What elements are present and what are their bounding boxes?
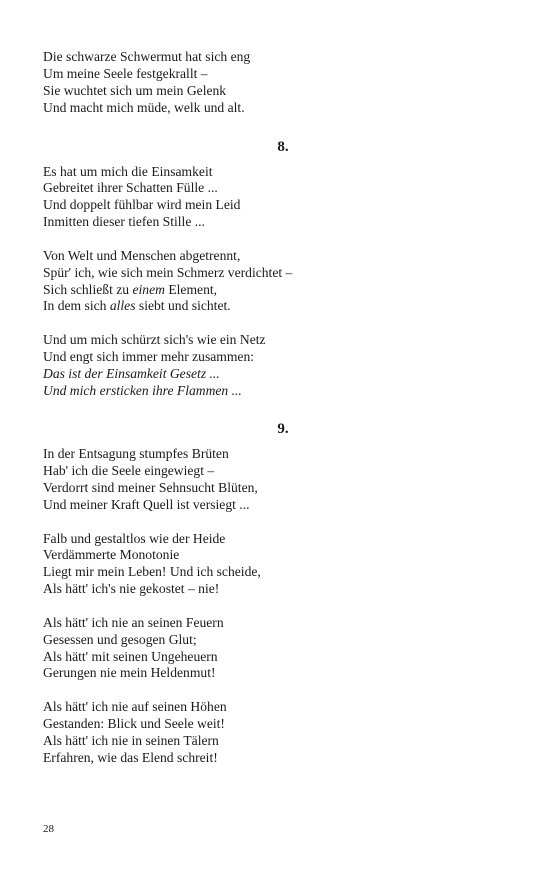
poem-line: Verdämmerte Monotonie — [43, 547, 180, 563]
poem-line: Gestanden: Blick und Seele weit! — [43, 715, 225, 731]
poem-line: Die schwarze Schwermut hat sich eng — [43, 49, 251, 64]
poem-line: Falb und gestaltlos wie der Heide — [43, 530, 226, 546]
poem8-stanza-2 — [43, 248, 508, 316]
poem-line: Gesessen und gesogen Glut; — [43, 631, 197, 647]
poem-line: Als hätt' ich's nie gekostet – nie! — [43, 581, 220, 597]
poem-line: Als hätt' ich nie auf seinen Höhen — [43, 698, 227, 714]
poem-number-9: 9. — [277, 421, 289, 438]
poem-line: Um meine Seele festgekrallt – — [43, 65, 208, 81]
poem-line: Und macht mich müde, welk und alt. — [43, 99, 245, 115]
poem8-stanza-3 — [43, 332, 508, 400]
poem-line: Erfahren, wie das Elend schreit! — [43, 749, 218, 765]
poem-line: Spür' ich, wie sich mein Schmerz verdichtet – — [43, 264, 293, 280]
poem-line: In der Entsagung stumpfes Brüten — [43, 446, 229, 462]
poem-line: Es hat um mich die Einsamkeit — [43, 163, 213, 179]
poem-line: Inmitten dieser tiefen Stille ... — [43, 214, 205, 230]
poem-line-italic: Und mich ersticken ihre Flammen ... — [43, 382, 242, 398]
poem-line — [43, 282, 508, 299]
poem-line — [43, 298, 508, 315]
line-text: Element, — [164, 281, 218, 297]
poem-line: Und meiner Kraft Quell ist versiegt ... — [43, 497, 250, 513]
emphasis-text: alles — [109, 298, 136, 314]
poem-line: Hab' ich die Seele eingewiegt – — [43, 463, 215, 479]
poem9-stanza-4 — [43, 699, 508, 767]
poem8-stanza-1 — [43, 164, 508, 232]
poem-line: Liegt mir mein Leben! Und ich scheide, — [43, 564, 261, 580]
poem-line: Von Welt und Menschen abgetrennt, — [43, 247, 241, 263]
poem-line: Und doppelt fühlbar wird mein Leid — [43, 197, 241, 213]
poem-number-8: 8. — [277, 138, 289, 155]
poem-page — [43, 49, 508, 766]
line-text: In dem sich — [43, 298, 110, 314]
poem-line: Verdorrt sind meiner Sehnsucht Blüten, — [43, 480, 258, 496]
poem9-stanza-3 — [43, 615, 508, 683]
emphasis-text: einem — [132, 281, 165, 297]
poem-line: Als hätt' ich nie an seinen Feuern — [43, 614, 224, 630]
line-text: siebt und sichtet. — [135, 298, 231, 314]
page-number: 28 — [43, 823, 54, 835]
poem-line: Als hätt' mit seinen Ungeheuern — [43, 648, 218, 664]
poem-line: Gerungen nie mein Heldenmut! — [43, 665, 216, 681]
line-text: Sich schließt zu — [43, 281, 133, 297]
poem-line: Gebreitet ihrer Schatten Fülle ... — [43, 180, 218, 196]
poem9-stanza-2 — [43, 531, 508, 599]
poem-line: Und um mich schürzt sich's wie ein Netz — [43, 331, 266, 347]
poem-line: Sie wuchtet sich um mein Gelenk — [43, 82, 227, 98]
poem-line: Als hätt' ich nie in seinen Tälern — [43, 732, 219, 748]
poem-line: Und engt sich immer mehr zusammen: — [43, 348, 255, 364]
poem-line-italic: Das ist der Einsamkeit Gesetz ... — [43, 365, 220, 381]
poem9-stanza-1 — [43, 446, 508, 514]
intro-stanza — [43, 49, 508, 117]
